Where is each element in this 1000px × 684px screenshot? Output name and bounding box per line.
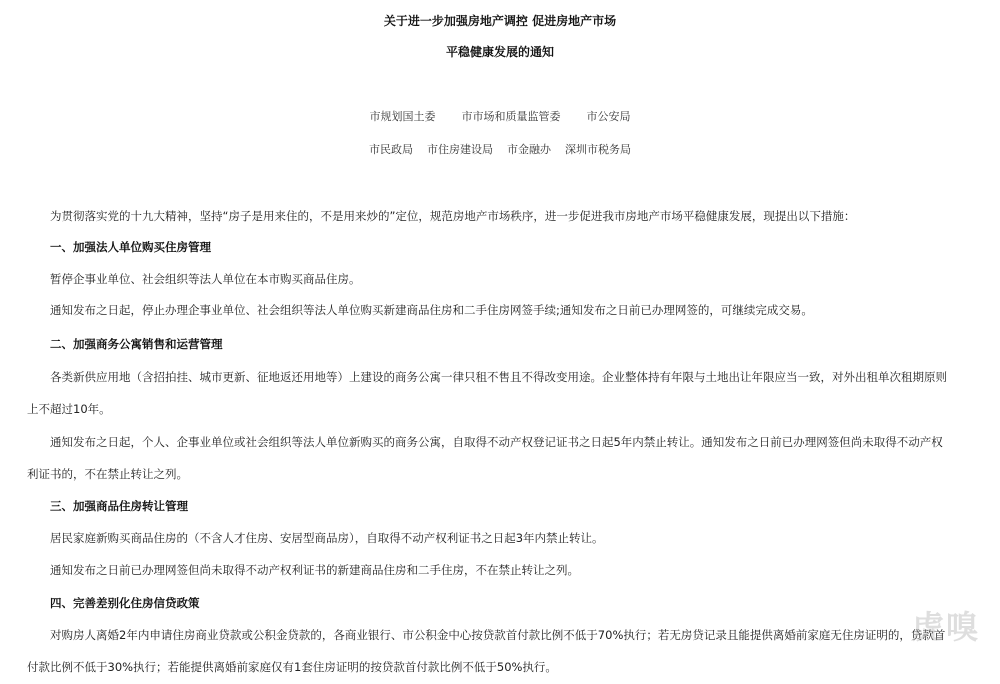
issuer-market-quality-committee: 市市场和质量监管委 <box>461 110 561 123</box>
huxiu-watermark: 虎嗅 <box>911 608 980 646</box>
section-3-paragraph-1: 居民家庭新购买商品住房的（不含人才住房、安居型商品房），自取得不动产权利证书之日起3年内禁止转让。 <box>50 531 604 545</box>
section-3-heading: 三、加强商品住房转让管理 <box>50 499 188 513</box>
section-1-paragraph-1: 暂停企事业单位、社会组织等法人单位在本市购买商品住房。 <box>50 272 361 286</box>
section-2-paragraph-2-line-1: 通知发布之日起，个人、企事业单位或社会组织等法人单位新购买的商务公寓，自取得不动产权登记证书之日起5年内禁止转让。通知发布之日前已办理网签但尚未取得不动产权 <box>50 435 943 449</box>
document-title-line-2: 平稳健康发展的通知 <box>445 45 554 59</box>
issuing-agencies-row-2 <box>0 143 1000 157</box>
section-4-heading: 四、完善差别化住房信贷政策 <box>50 596 200 610</box>
section-4-paragraph-1-line-2: 付款比例不低于30%执行；若能提供离婚前家庭仅有1套住房证明的按贷款首付款比例不低于50%执行。 <box>27 660 557 674</box>
intro-paragraph: 为贯彻落实党的十九大精神，坚持“房子是用来住的，不是用来炒的”定位，规范房地产市场秩序，进一步促进我市房地产市场平稳健康发展，现提出以下措施： <box>50 209 856 223</box>
section-3-paragraph-2: 通知发布之日前已办理网签但尚未取得不动产权利证书的新建商品住房和二手住房，不在禁止转让之列。 <box>50 563 579 577</box>
issuer-tax-bureau: 深圳市税务局 <box>565 143 631 156</box>
issuer-civil-affairs-bureau: 市民政局 <box>369 143 413 156</box>
section-1-heading: 一、加强法人单位购买住房管理 <box>50 240 211 254</box>
issuing-agencies-row-1 <box>0 110 1000 124</box>
issuer-planning-land-committee: 市规划国土委 <box>369 110 436 123</box>
section-4-paragraph-1-line-1: 对购房人离婚2年内申请住房商业贷款或公积金贷款的，各商业银行、市公积金中心按贷款首付款比例不低于70%执行；若无房贷记录且能提供离婚前家庭无住房证明的，贷款首 <box>50 628 946 642</box>
section-2-paragraph-2-line-2: 利证书的，不在禁止转让之列。 <box>27 467 188 481</box>
section-2-heading: 二、加强商务公寓销售和运营管理 <box>50 337 223 351</box>
issuer-finance-office: 市金融办 <box>507 143 551 156</box>
section-1-paragraph-2: 通知发布之日起，停止办理企事业单位、社会组织等法人单位购买新建商品住房和二手住房网签手续;通知发布之日前已办理网签的，可继续完成交易。 <box>50 303 813 317</box>
section-2-paragraph-1-line-2: 上不超过10年。 <box>27 402 111 416</box>
issuer-public-security-bureau: 市公安局 <box>586 110 631 123</box>
issuer-housing-construction-bureau: 市住房建设局 <box>427 143 493 156</box>
section-2-paragraph-1-line-1: 各类新供应用地（含招拍挂、城市更新、征地返还用地等）上建设的商务公寓一律只租不售且不得改变用途。企业整体持有年限与土地出让年限应当一致，对外出租单次租期原则 <box>50 370 947 384</box>
document-title-line-1: 关于进一步加强房地产调控 促进房地产市场 <box>383 14 617 28</box>
